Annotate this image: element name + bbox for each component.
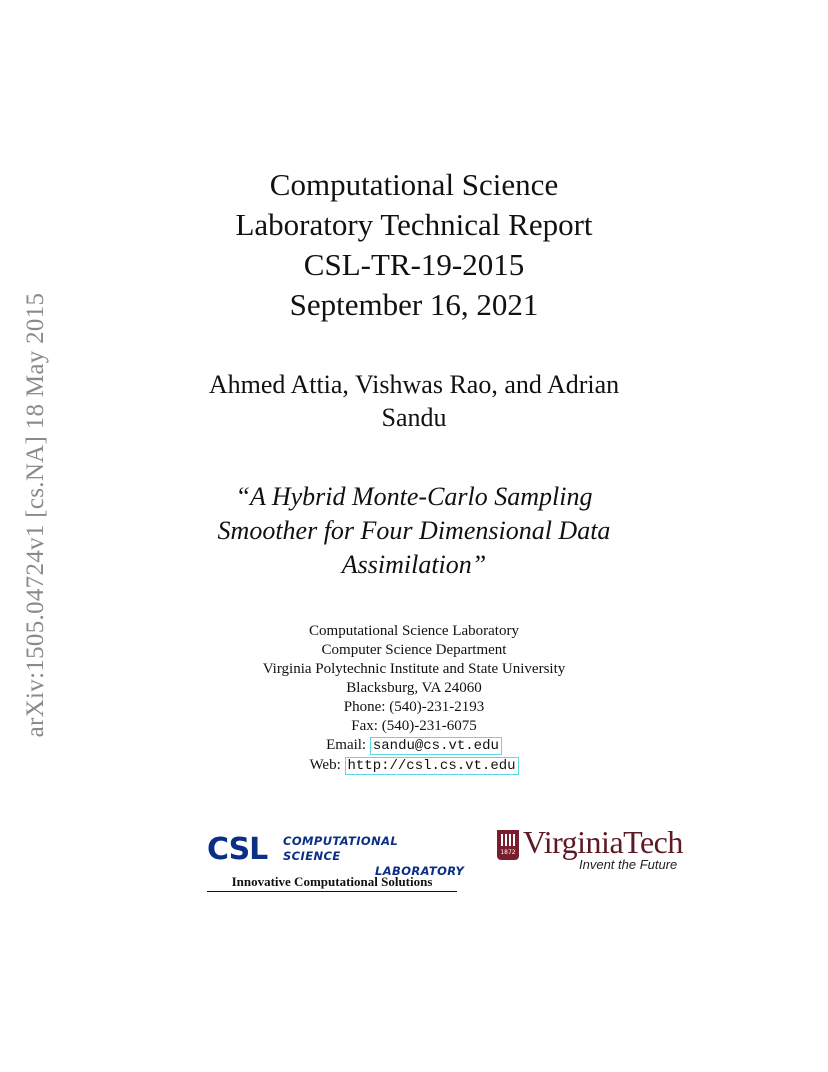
authors-line: Ahmed Attia, Vishwas Rao, and Adrian — [208, 370, 620, 399]
csl-logo-line2: LABORATORY — [375, 864, 465, 878]
csl-logo — [207, 828, 465, 894]
csl-tagline: Innovative Computational Solutions — [207, 874, 457, 892]
email-line — [0, 736, 828, 756]
authors — [0, 368, 828, 434]
report-title-line: Laboratory Technical Report — [235, 207, 593, 242]
vt-shield-icon — [497, 830, 519, 860]
vt-wordmark: VirginiaTech — [523, 824, 683, 860]
contact-block — [0, 622, 828, 776]
paper-title-line: Assimilation” — [341, 550, 487, 579]
paper-title-line: “A Hybrid Monte-Carlo Sampling — [235, 482, 593, 511]
web-line — [0, 756, 828, 776]
report-title-line: Computational Science — [269, 167, 559, 202]
csl-logo-line1: COMPUTATIONAL SCIENCE — [283, 834, 399, 863]
lab-name: Computational Science Laboratory — [309, 623, 519, 639]
csl-logo-mark: CSL — [207, 832, 268, 867]
paper-title-line: Smoother for Four Dimensional Data — [217, 516, 611, 545]
department: Computer Science Department — [321, 642, 507, 658]
paper-title — [0, 480, 828, 582]
email-label: Email: — [326, 737, 370, 753]
report-date: September 16, 2021 — [289, 287, 539, 322]
email-link[interactable]: sandu@cs.vt.edu — [370, 737, 502, 755]
report-number: CSL-TR-19-2015 — [303, 247, 525, 282]
web-label: Web: — [309, 757, 345, 773]
university: Virginia Polytechnic Institute and State University — [262, 661, 566, 677]
web-link[interactable]: http://csl.cs.vt.edu — [345, 757, 519, 775]
virginia-tech-logo — [497, 824, 697, 876]
address: Blacksburg, VA 24060 — [346, 680, 482, 696]
arxiv-stamp: arXiv:1505.04724v1 [cs.NA] 18 May 2015 — [22, 292, 49, 738]
vt-tagline: Invent the Future — [579, 857, 678, 872]
vt-year: 1872 — [500, 849, 516, 856]
fax: Fax: (540)-231-6075 — [351, 718, 477, 734]
report-title — [0, 165, 828, 325]
phone: Phone: (540)-231-2193 — [343, 699, 485, 715]
csl-logo-text — [283, 834, 465, 879]
authors-line: Sandu — [381, 403, 447, 432]
